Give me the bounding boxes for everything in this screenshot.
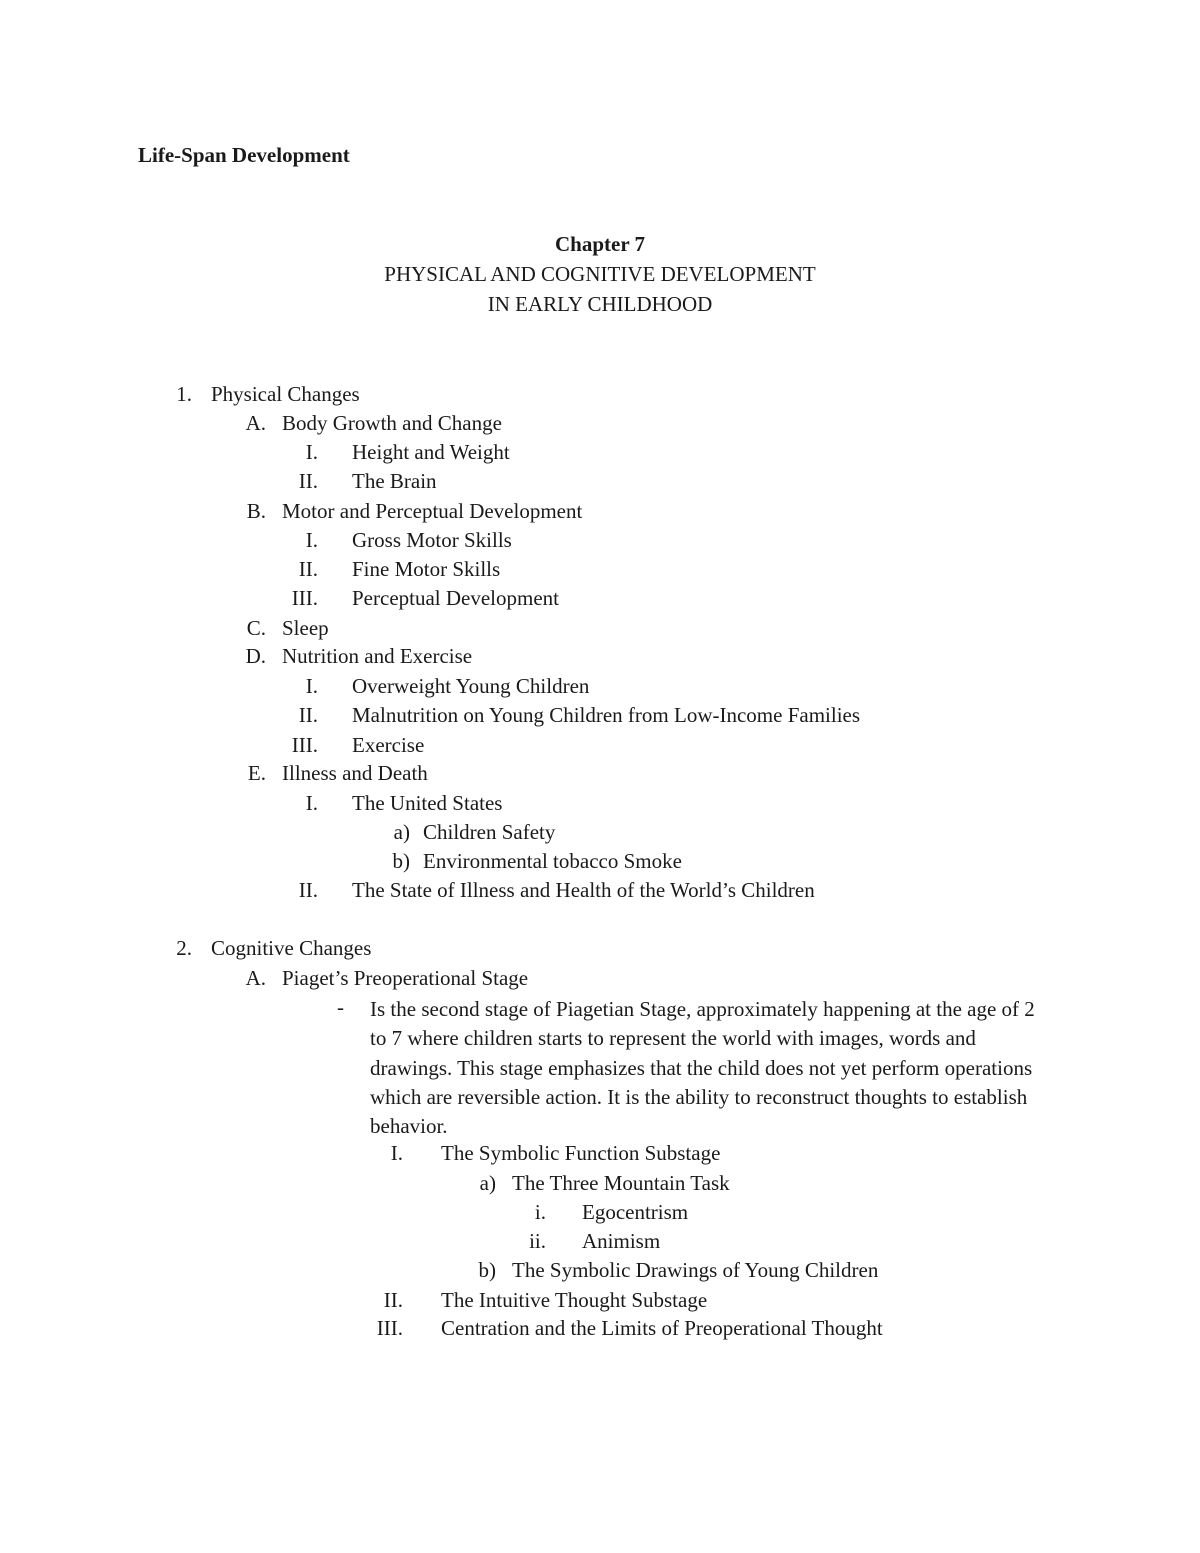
- outline-marker: a): [393, 820, 410, 844]
- chapter-subtitle-line-2: IN EARLY CHILDHOOD: [487, 292, 713, 316]
- outline-marker: I.: [305, 528, 318, 552]
- outline-marker: ii.: [529, 1229, 546, 1253]
- outline-marker: I.: [390, 1141, 403, 1165]
- outline-text: Nutrition and Exercise: [282, 644, 473, 668]
- outline-marker: A.: [245, 966, 266, 990]
- outline-marker: II.: [298, 703, 318, 727]
- outline-marker: II.: [298, 469, 318, 493]
- outline-text: The Symbolic Drawings of Young Children: [512, 1258, 879, 1282]
- outline-text: Physical Changes: [211, 382, 360, 406]
- outline-text: Motor and Perceptual Development: [282, 499, 583, 523]
- outline-marker: I.: [305, 440, 318, 464]
- outline-marker: II.: [298, 557, 318, 581]
- chapter-subtitle-line-1: PHYSICAL AND COGNITIVE DEVELOPMENT: [384, 262, 816, 286]
- outline-text: Overweight Young Children: [352, 674, 590, 698]
- outline-marker: b): [392, 849, 410, 873]
- outline-text: The United States: [352, 791, 503, 815]
- outline-text: The Intuitive Thought Substage: [441, 1288, 708, 1312]
- outline-text: Exercise: [352, 733, 425, 757]
- outline-text: Gross Motor Skills: [352, 528, 512, 552]
- outline-marker: III.: [291, 733, 318, 757]
- outline-marker: b): [478, 1258, 496, 1282]
- document-title: Life-Span Development: [138, 143, 350, 167]
- outline-marker: i.: [534, 1200, 546, 1224]
- outline-marker: A.: [245, 411, 266, 435]
- outline-marker: II.: [383, 1288, 403, 1312]
- outline-marker: II.: [298, 878, 318, 902]
- outline-marker: I.: [305, 674, 318, 698]
- outline-text: Animism: [582, 1229, 661, 1253]
- outline-text: Illness and Death: [282, 761, 428, 785]
- outline-marker: C.: [246, 616, 266, 640]
- outline-text: Perceptual Development: [352, 586, 560, 610]
- outline-marker: B.: [246, 499, 266, 523]
- outline-text: Piaget’s Preoperational Stage: [282, 966, 529, 990]
- outline-text: Malnutrition on Young Children from Low-Income Families: [352, 703, 861, 727]
- outline-marker: 2.: [176, 936, 192, 960]
- outline-text: Height and Weight: [352, 440, 510, 464]
- outline-text: The Three Mountain Task: [512, 1171, 730, 1195]
- stage-description: Is the second stage of Piagetian Stage, approximately happening at the age of 2 to 7 where children starts to represent the world with images, words and drawings. This stage emphasizes that the child does not yet perform operations which are reversible action. It is the ability to reconstruct thoughts to establish behavior.: [370, 997, 1035, 1139]
- outline-text: Egocentrism: [582, 1200, 689, 1224]
- outline-text: Cognitive Changes: [211, 936, 372, 960]
- outline-text: Sleep: [282, 616, 329, 640]
- outline-marker: a): [479, 1171, 496, 1195]
- outline-marker: III.: [291, 586, 318, 610]
- outline-text: Centration and the Limits of Preoperational Thought: [441, 1316, 883, 1340]
- outline-text: The Symbolic Function Substage: [441, 1141, 721, 1165]
- outline-marker: E.: [247, 761, 266, 785]
- outline-marker: D.: [245, 644, 266, 668]
- outline-marker: I.: [305, 791, 318, 815]
- description-dash: -: [337, 995, 344, 1019]
- outline-marker: III.: [376, 1316, 403, 1340]
- outline-text: Children Safety: [423, 820, 556, 844]
- outline-marker: 1.: [176, 382, 192, 406]
- chapter-heading: Chapter 7: [554, 232, 646, 256]
- outline-text: Fine Motor Skills: [352, 557, 501, 581]
- outline-text: Environmental tobacco Smoke: [423, 849, 682, 873]
- outline-text: Body Growth and Change: [282, 411, 502, 435]
- outline-text: The State of Illness and Health of the World’s Children: [352, 878, 815, 902]
- outline-text: The Brain: [352, 469, 437, 493]
